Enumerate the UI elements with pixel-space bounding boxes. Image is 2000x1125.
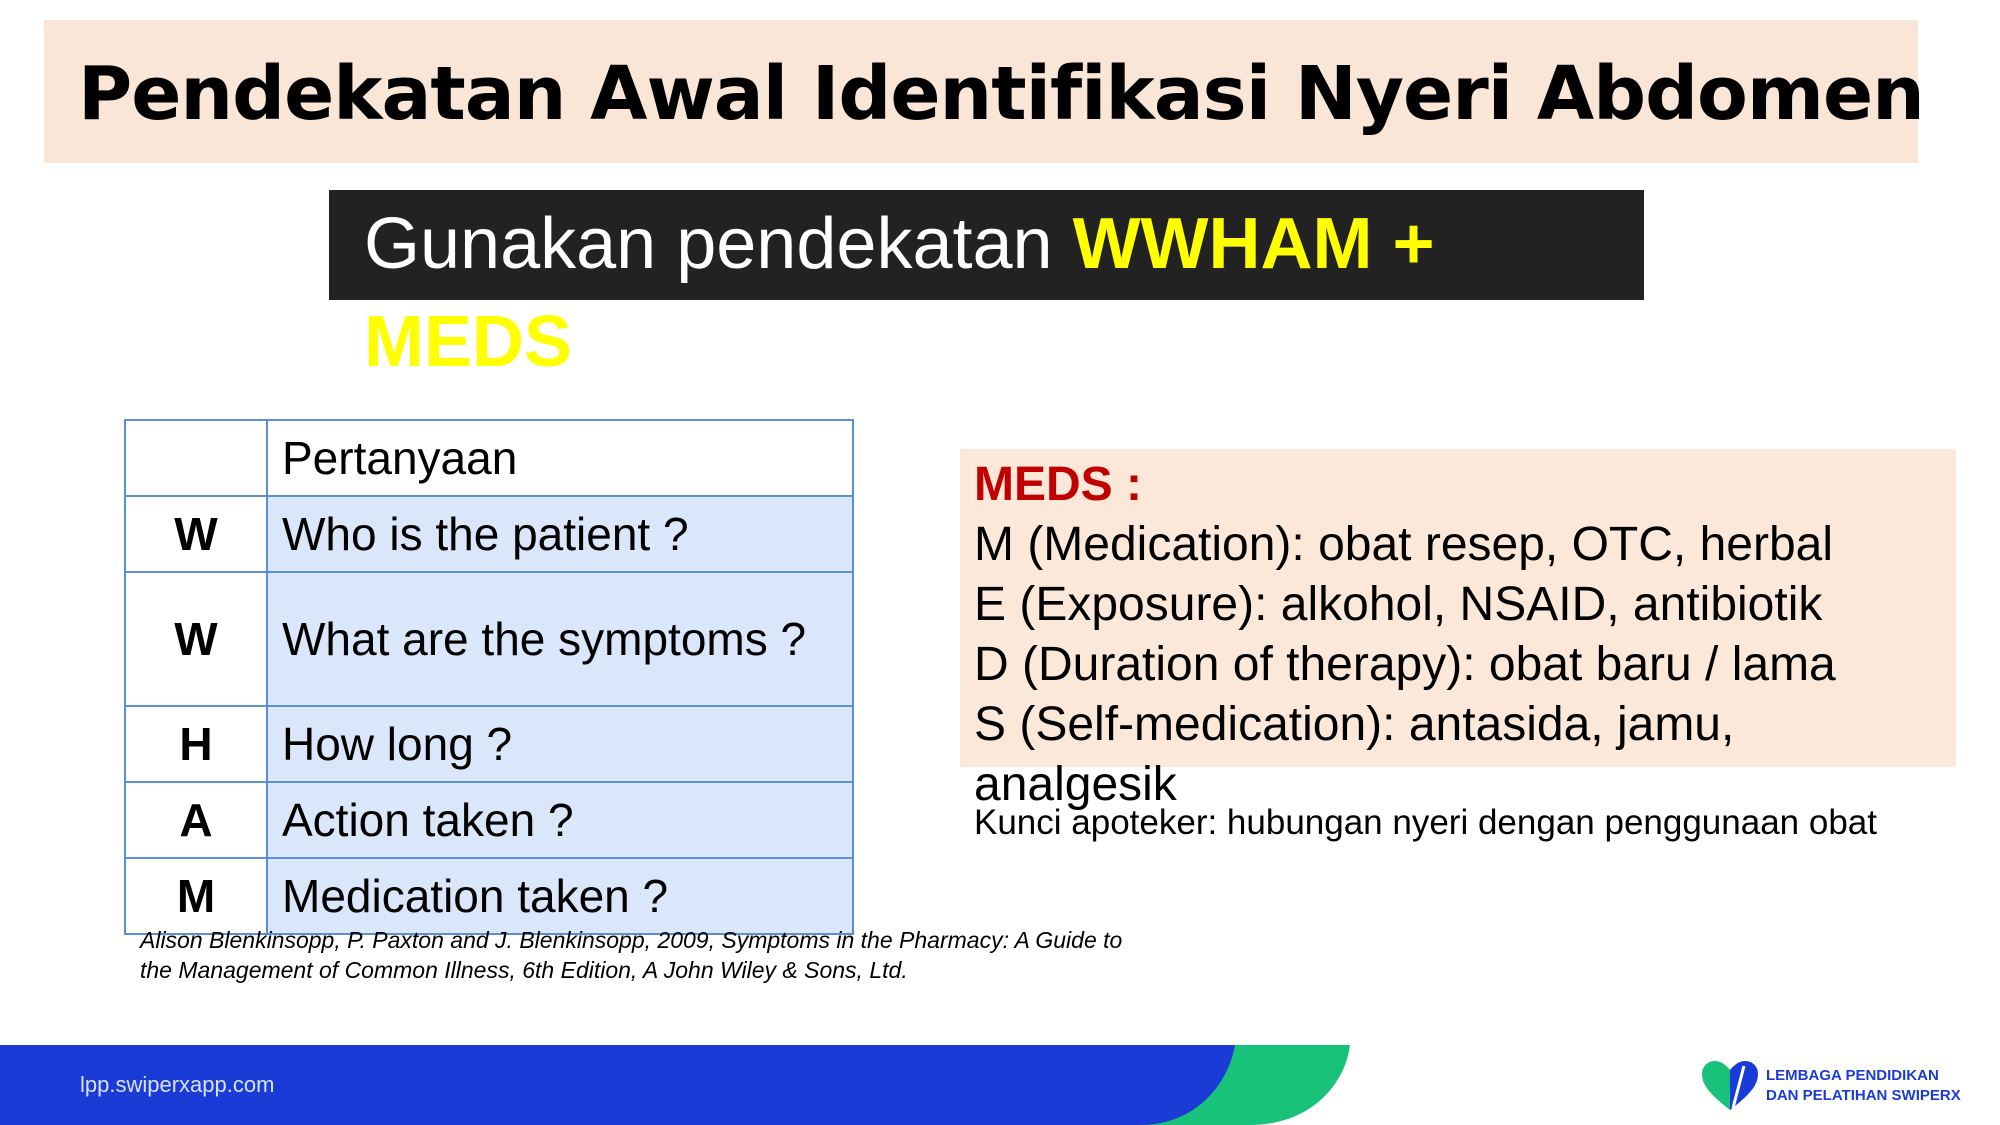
header-letter-cell [125, 420, 267, 496]
wwham-table [124, 419, 854, 935]
row-question: Action taken ? [267, 782, 853, 858]
table-row [125, 858, 853, 934]
logo-text [1766, 1066, 1961, 1106]
row-question-text: What are the symptoms ? [282, 613, 807, 665]
subtitle-highlight: WWHAM + [1072, 204, 1435, 284]
row-letter: H [125, 706, 267, 782]
row-question: How long ? [267, 706, 853, 782]
row-question: Medication taken ? [267, 858, 853, 934]
meds-line-self-medication: S (Self-medication): antasida, jamu, [974, 698, 1735, 751]
meds-line-self-medication-cont: analgesik [974, 758, 1177, 811]
subtitle-line [364, 196, 1435, 292]
meds-line-duration: D (Duration of therapy): obat baru / lama [974, 638, 1836, 691]
citation: Alison Blenkinsopp, P. Paxton and J. Blenkinsopp, 2009, Symptoms in the Pharmacy: A Guide to the Management of Common Illness, 6th Edition, A John Wiley & Sons, Ltd. [140, 927, 1123, 983]
row-question [267, 572, 853, 706]
table-row [125, 572, 853, 706]
row-letter: M [125, 858, 267, 934]
logo-line-2: DAN PELATIHAN SWIPERX [1766, 1087, 1961, 1104]
meds-line-exposure: E (Exposure): alkohol, NSAID, antibiotik [974, 578, 1823, 631]
logo-line-1: LEMBAGA PENDIDIKAN [1766, 1067, 1939, 1084]
row-letter: W [125, 496, 267, 572]
key-note: Kunci apoteker: hubungan nyeri dengan penggunaan obat [974, 803, 1877, 842]
row-letter: A [125, 782, 267, 858]
table-row [125, 782, 853, 858]
row-letter: W [125, 572, 267, 706]
subtitle-prefix: Gunakan pendekatan [364, 204, 1073, 284]
header-question-cell: Pertanyaan [267, 420, 853, 496]
table-row [125, 706, 853, 782]
footer-url-link[interactable]: lpp.swiperxapp.com [80, 1072, 275, 1097]
table-row [125, 496, 853, 572]
meds-title: MEDS : [974, 458, 1142, 511]
table-header-row [125, 420, 853, 496]
heart-logo-icon [1700, 1058, 1760, 1114]
subtitle-highlight-meds: MEDS [364, 302, 573, 382]
page-title: Pendekatan Awal Identifikasi Nyeri Abdomen [78, 51, 1924, 137]
row-question: Who is the patient ? [267, 496, 853, 572]
meds-line-medication: M (Medication): obat resep, OTC, herbal [974, 518, 1834, 571]
